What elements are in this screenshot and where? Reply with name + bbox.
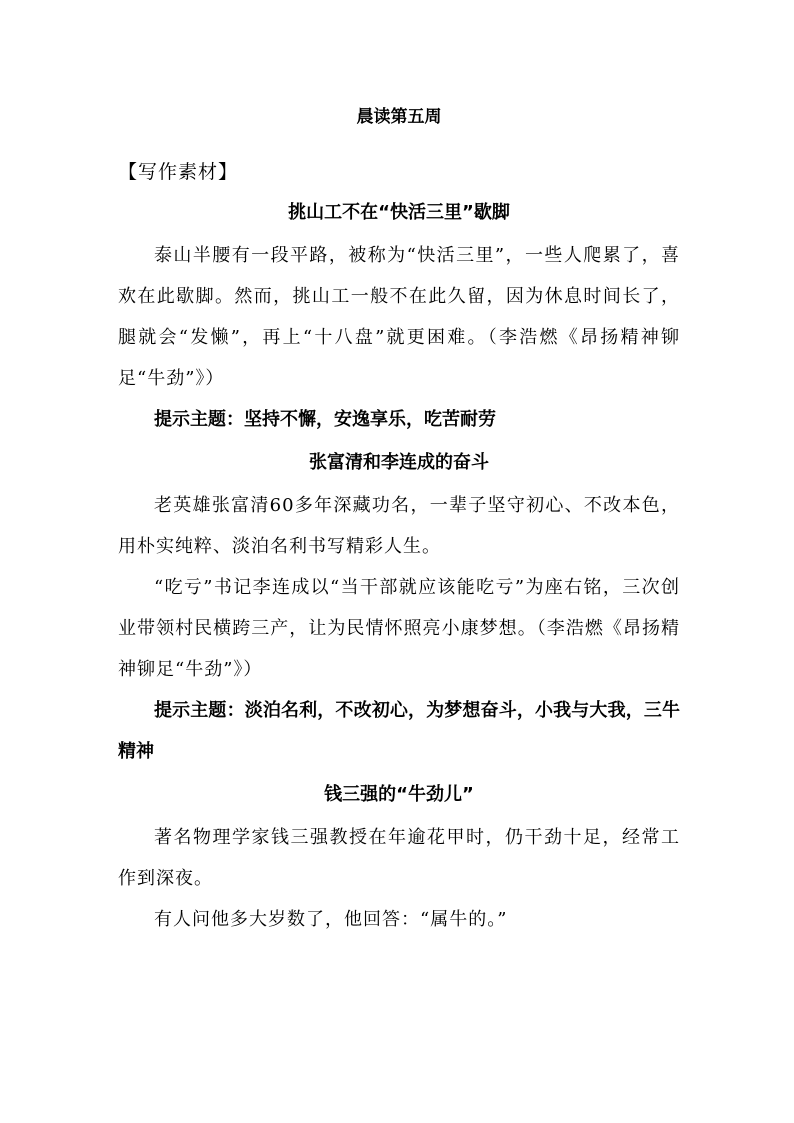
item-1-paragraph-1: 泰山半腰有一段平路，被称为“快活三里”，一些人爬累了，喜欢在此歇脚。然而，挑山工一般不在此久留，因为休息时间长了，腿就会“发懒”，再上“十八盘”就更困难。（李浩燃《昂扬精神铆足“牛劲”》） [118, 245, 680, 389]
item-2-paragraph-2: “吃亏”书记李连成以“当干部就应该能吃亏”为座右铭，三次创业带领村民横跨三产，让为民情怀照亮小康梦想。（李浩燃《昂扬精神铆足“牛劲”》） [118, 577, 680, 680]
page-title: 晨读第五周 [356, 107, 442, 127]
item-title-3: 钱三强的“牛劲儿” [324, 784, 474, 805]
item-3-paragraph-2: 有人问他多大岁数了，他回答：“属牛的。” [154, 909, 508, 930]
item-2-theme: 提示主题：淡泊名利，不改初心，为梦想奋斗，小我与大我，三牛精神 [118, 700, 680, 762]
item-3-paragraph-1: 著名物理学家钱三强教授在年逾花甲时，仍干劲十足，经常工作到深夜。 [118, 827, 680, 889]
item-title-1: 挑山工不在“快活三里”歇脚 [288, 202, 510, 223]
item-1-theme: 提示主题：坚持不懈，安逸享乐，吃苦耐劳 [154, 409, 496, 430]
item-2-paragraph-1: 老英雄张富清60多年深藏功名，一辈子坚守初心、不改本色，用朴实纯粹、淡泊名利书写精彩人生。 [118, 495, 680, 557]
item-title-2: 张富清和李连成的奋斗 [309, 452, 489, 473]
section-label: 【写作素材】 [118, 161, 239, 183]
document-body [118, 100, 680, 940]
